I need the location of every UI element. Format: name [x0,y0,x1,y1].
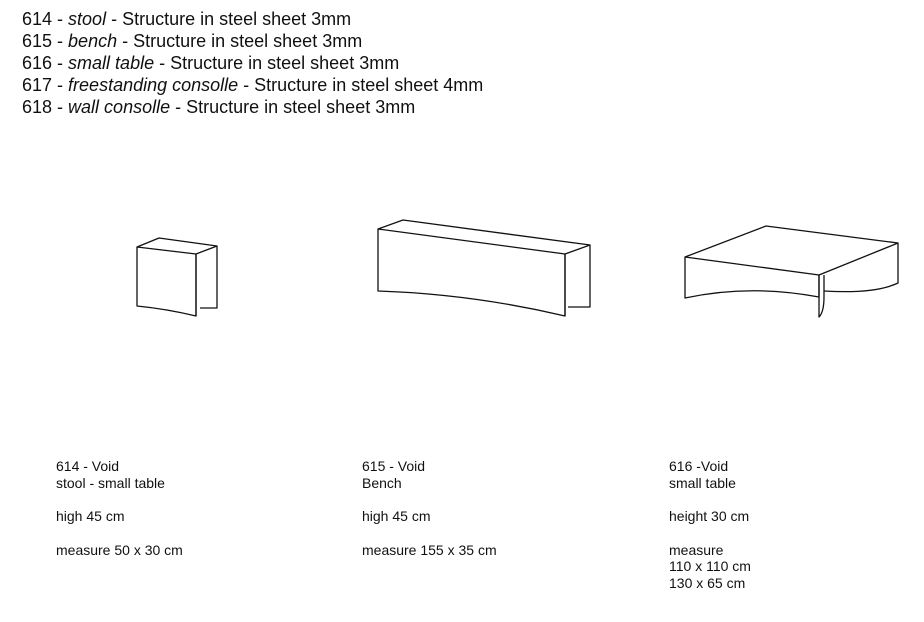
product-name: wall consolle [68,97,171,117]
spec-height: high 45 cm [362,508,431,524]
small-table-drawing [680,222,902,322]
spec-measure-line: 130 x 65 cm [669,574,746,591]
spec-title: 614 - Void [56,458,120,474]
spec-title: 615 - Void [362,458,426,474]
bench-drawing [372,214,597,322]
product-list [22,8,483,118]
spec-measure-line: 110 x 110 cm [669,558,751,574]
spec-subtitle: Bench [362,474,402,491]
spec-measure: measure 50 x 30 cm [56,541,183,558]
product-name: stool [68,9,107,29]
spec-615 [362,458,497,558]
spec-subtitle: small table [669,474,736,491]
stool-drawing [130,232,225,322]
spec-614 [56,458,183,558]
spec-616 [669,458,751,591]
product-name: small table [68,53,155,73]
spec-height: high 45 cm [56,508,125,524]
spec-subtitle: stool - small table [56,474,165,491]
spec-measure: measure 155 x 35 cm [362,541,497,558]
product-name: bench [68,31,118,51]
product-line-617: 617 - freestanding consolle - Structure in steel sheet 4mm [22,75,484,95]
spec-title: 616 -Void [669,458,729,474]
product-line-614: 614 - stool - Structure in steel sheet 3mm [22,9,352,29]
spec-measure: measure [669,541,724,558]
product-line-615: 615 - bench - Structure in steel sheet 3mm [22,31,363,51]
product-name: freestanding consolle [68,75,239,95]
spec-height: height 30 cm [669,508,750,524]
product-line-616: 616 - small table - Structure in steel sheet 3mm [22,53,400,73]
product-line-618: 618 - wall consolle - Structure in steel sheet 3mm [22,97,416,117]
